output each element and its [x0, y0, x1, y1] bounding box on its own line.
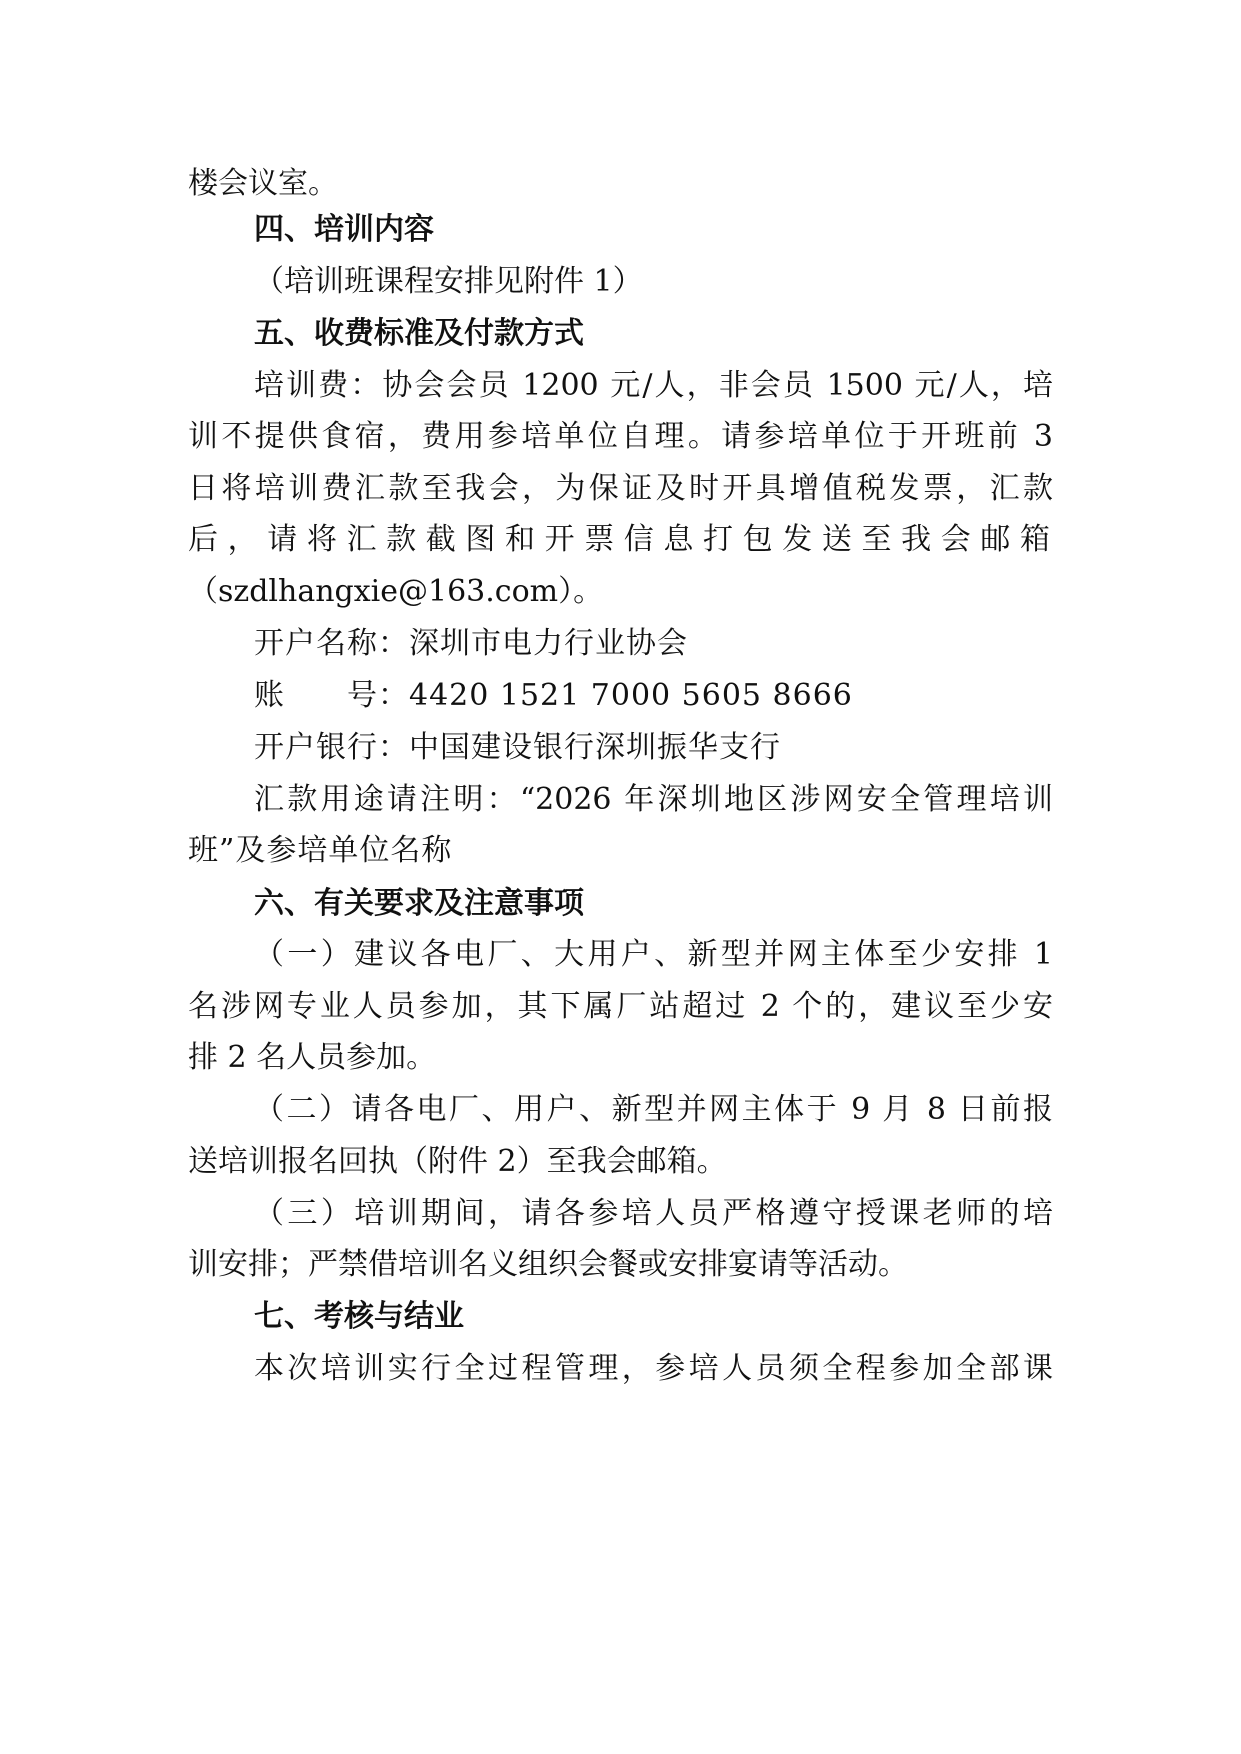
- paragraph-line-fee-4: 后，请将汇款截图和开票信息打包发送至我会邮箱: [188, 522, 1053, 557]
- paragraph-line-email: （szdlhangxie@163.com）。: [188, 574, 604, 609]
- remittance-note-line-2: 班”及参培单位名称: [188, 833, 453, 868]
- requirement-1-line-3: 排 2 名人员参加。: [188, 1040, 437, 1075]
- requirement-3-line-2: 训安排；严禁借培训名义组织会餐或安排宴请等活动。: [188, 1247, 908, 1282]
- requirement-1-line-2: 名涉网专业人员参加，其下属厂站超过 2 个的，建议至少安: [188, 989, 1053, 1024]
- paragraph-line-fee-1: 培训费：协会会员 1200 元/人，非会员 1500 元/人，培: [254, 368, 1053, 403]
- section-heading-requirements: 六、有关要求及注意事项: [254, 886, 584, 921]
- requirement-2-line-1: （二）请各电厂、用户、新型并网主体于 9 月 8 日前报: [254, 1092, 1053, 1127]
- section-heading-training-content: 四、培训内容: [254, 212, 434, 247]
- section-heading-assessment: 七、考核与结业: [254, 1299, 464, 1334]
- remittance-note-line-1: 汇款用途请注明：“2026 年深圳地区涉网安全管理培训: [254, 782, 1053, 817]
- paragraph-line-fee-2: 训不提供食宿，费用参培单位自理。请参培单位于开班前 3: [188, 419, 1053, 454]
- section-heading-fees-payment: 五、收费标准及付款方式: [254, 316, 584, 351]
- requirement-3-line-1: （三）培训期间，请各参培人员严格遵守授课老师的培: [254, 1196, 1053, 1231]
- account-number-line: 账 号：4420 1521 7000 5605 8666: [254, 678, 853, 713]
- paragraph-line-assessment: 本次培训实行全过程管理，参培人员须全程参加全部课: [254, 1351, 1053, 1386]
- requirement-2-line-2: 送培训报名回执（附件 2）至我会邮箱。: [188, 1144, 727, 1179]
- requirement-1-line-1: （一）建议各电厂、大用户、新型并网主体至少安排 1: [254, 937, 1053, 972]
- paragraph-line-venue-end: 楼会议室。: [188, 166, 338, 201]
- paragraph-line-fee-3: 日将培训费汇款至我会，为保证及时开具增值税发票，汇款: [188, 471, 1053, 506]
- paragraph-line-course-schedule: （培训班课程安排见附件 1）: [254, 264, 643, 299]
- bank-name-line: 开户银行：中国建设银行深圳振华支行: [254, 730, 781, 765]
- account-name-line: 开户名称：深圳市电力行业协会: [254, 626, 688, 661]
